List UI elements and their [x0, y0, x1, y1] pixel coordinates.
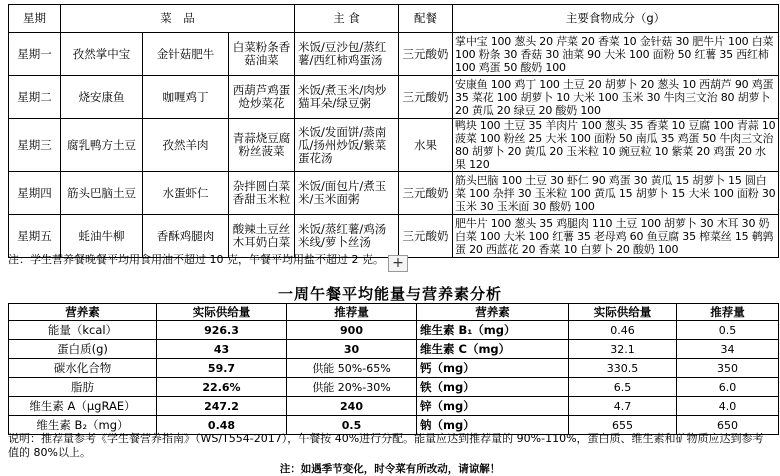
- nutrient-name: 碳水化合物: [9, 359, 157, 378]
- header-recommended: 推荐量: [677, 304, 779, 321]
- recommended-value: 供能 50%-65%: [287, 359, 417, 378]
- add-row-button[interactable]: +: [388, 255, 408, 272]
- actual-value: 330.5: [569, 359, 677, 378]
- header-staple: 主 食: [295, 5, 399, 33]
- nutrient-name: 维生素 B₁（mg）: [417, 321, 569, 340]
- actual-value: 0.48: [157, 416, 287, 435]
- dish-cell: 腐乳鸭方土豆: [61, 119, 143, 172]
- nutrient-name: 锌（mg）: [417, 397, 569, 416]
- dish-cell: 孜然羊肉: [143, 119, 229, 172]
- nutrition-row: [9, 397, 779, 416]
- menu-row-monday: [9, 33, 779, 76]
- nutrient-name: 维生素 B₂（mg）: [9, 416, 157, 435]
- nutrient-name: 蛋白质(g): [9, 340, 157, 359]
- menu-row-tuesday: [9, 76, 779, 119]
- nutrition-row: [9, 378, 779, 397]
- actual-value: 6.5: [569, 378, 677, 397]
- menu-header-row: [9, 5, 779, 33]
- footer-note: 注：如遇季节变化，时令菜有所改动，请谅解！: [279, 463, 501, 475]
- recommended-value: 6.0: [677, 378, 779, 397]
- staple-cell: 米饭/蒸红薯/鸡汤米线/萝卜丝汤: [295, 215, 399, 258]
- actual-value: 59.7: [157, 359, 287, 378]
- nutrition-row: [9, 340, 779, 359]
- header-nutrient: 营养素: [9, 304, 157, 321]
- recommended-value: 900: [287, 321, 417, 340]
- dish-cell: 烧安康鱼: [61, 76, 143, 119]
- nutrient-name: 钙（mg）: [417, 359, 569, 378]
- side-cell: 三元酸奶: [399, 172, 453, 215]
- dish-cell: 青蒜烧豆腐粉丝菠菜: [229, 119, 295, 172]
- nutrition-table: [8, 303, 779, 435]
- day-cell: 星期五: [9, 215, 61, 258]
- nutrient-name: 脂肪: [9, 378, 157, 397]
- dish-cell: 西葫芦鸡蛋炝炒菜花: [229, 76, 295, 119]
- day-cell: 星期四: [9, 172, 61, 215]
- nutrient-name: 钠（mg）: [417, 416, 569, 435]
- staple-cell: 米饭/发面饼/蒸南瓜/扬州炒饭/紫菜蛋花汤: [295, 119, 399, 172]
- header-actual: 实际供给量: [157, 304, 287, 321]
- nutrition-row: [9, 321, 779, 340]
- nutrient-name: 维生素 A（μgRAE）: [9, 397, 157, 416]
- header-actual: 实际供给量: [569, 304, 677, 321]
- dish-cell: 水蛋虾仁: [143, 172, 229, 215]
- ingredients-cell: 筋头巴脑 100 土豆 30 虾仁 90 鸡蛋 30 黄瓜 15 胡萝卜 15 圆白菜 100 杂拌 30 玉米粒 100 黄瓜 15 胡萝卜 15 大米 100 面粉 30 玉米 30 玉米面 30 酸奶 100: [453, 172, 779, 215]
- dish-cell: 香酥鸡腿肉: [143, 215, 229, 258]
- dish-cell: 蚝油牛柳: [61, 215, 143, 258]
- header-recommended: 推荐量: [287, 304, 417, 321]
- menu-row-thursday: [9, 172, 779, 215]
- actual-value: 43: [157, 340, 287, 359]
- recommended-value: 350: [677, 359, 779, 378]
- staple-cell: 米饭/煮玉米/肉炒猫耳朵/绿豆粥: [295, 76, 399, 119]
- side-cell: 三元酸奶: [399, 76, 453, 119]
- ingredients-cell: 掌中宝 100 葱头 20 芹菜 20 香菜 10 金针菇 30 肥牛片 100 白菜 100 粉条 30 香菇 30 油菜 90 大米 100 面粉 50 红薯 35 西红柿 100 鸡蛋 50 酸奶 100: [453, 33, 779, 76]
- actual-value: 655: [569, 416, 677, 435]
- menu-row-wednesday: [9, 119, 779, 172]
- weekly-menu-table: [8, 4, 779, 258]
- side-cell: 水果: [399, 119, 453, 172]
- dish-cell: 咖喱鸡丁: [143, 76, 229, 119]
- recommended-value: 0.5: [287, 416, 417, 435]
- dish-cell: 筋头巴脑土豆: [61, 172, 143, 215]
- side-cell: 三元酸奶: [399, 215, 453, 258]
- actual-value: 0.46: [569, 321, 677, 340]
- actual-value: 32.1: [569, 340, 677, 359]
- staple-cell: 米饭/面包片/煮玉米/玉米面粥: [295, 172, 399, 215]
- nutrient-name: 能量（kcal）: [9, 321, 157, 340]
- nutrition-title: 一周午餐平均能量与营养素分析: [277, 285, 502, 303]
- staple-cell: 米饭/豆沙包/蒸红薯/西红柿鸡蛋汤: [295, 33, 399, 76]
- day-cell: 星期二: [9, 76, 61, 119]
- explanation-note: 说明：推荐量参考《学生餐营养指南》（WS/T554-2017），午餐按 40%进行分配。能量应达到推荐量的 90%-110%，蛋白质、维生素和矿物质应达到参考值的 80%以上。: [8, 432, 764, 459]
- recommended-value: 34: [677, 340, 779, 359]
- recommended-value: 供能 20%-30%: [287, 378, 417, 397]
- menu-note: 注：学生营养餐晚餐平均用食用油不超过 10 克，午餐平均用盐不超过 2 克。: [8, 253, 384, 266]
- ingredients-cell: 肥牛片 100 葱头 35 鸡腿肉 110 土豆 100 胡萝卜 30 木耳 30 奶白菜 100 大米 100 红薯 35 老母鸡 60 鱼豆腐 35 榨菜丝 15 鹌鹑蛋 20 西蓝花 20 香菜 10 白萝卜 20 酸奶 100: [453, 215, 779, 258]
- recommended-value: 240: [287, 397, 417, 416]
- day-cell: 星期三: [9, 119, 61, 172]
- header-dishes: 菜 品: [61, 5, 295, 33]
- dish-cell: 酸辣土豆丝木耳奶白菜: [229, 215, 295, 258]
- dish-cell: 孜然掌中宝: [61, 33, 143, 76]
- actual-value: 4.7: [569, 397, 677, 416]
- recommended-value: 30: [287, 340, 417, 359]
- actual-value: 926.3: [157, 321, 287, 340]
- dish-cell: 杂拌圆白菜香甜玉米粒: [229, 172, 295, 215]
- actual-value: 22.6%: [157, 378, 287, 397]
- nutrition-header-row: [9, 304, 779, 321]
- recommended-value: 0.5: [677, 321, 779, 340]
- nutrient-name: 维生素 C（mg）: [417, 340, 569, 359]
- dish-cell: 金针菇肥牛: [143, 33, 229, 76]
- ingredients-cell: 鸭块 100 土豆 35 羊肉片 100 葱头 35 香菜 10 豆腐 100 青蒜 10 菠菜 100 粉丝 25 大米 100 面粉 50 南瓜 35 鸡蛋 50 牛肉三文治 80 胡萝卜 20 黄瓜 20 玉米粒 10 豌豆粒 10 紫菜 20 鸡蛋 20 水果 120: [453, 119, 779, 172]
- actual-value: 247.2: [157, 397, 287, 416]
- side-cell: 三元酸奶: [399, 33, 453, 76]
- recommended-value: 650: [677, 416, 779, 435]
- nutrition-row: [9, 359, 779, 378]
- header-ingredients: 主要食物成分（g）: [453, 5, 779, 33]
- recommended-value: 4.0: [677, 397, 779, 416]
- header-nutrient: 营养素: [417, 304, 569, 321]
- nutrient-name: 铁（mg）: [417, 378, 569, 397]
- header-day: 星期: [9, 5, 61, 33]
- ingredients-cell: 安康鱼 100 鸡丁 100 土豆 20 胡萝卜 20 葱头 10 西葫芦 90 鸡蛋 35 菜花 100 胡萝卜 10 大米 100 玉米 30 牛肉三文治 80 胡萝卜 20 黄瓜 20 绿豆 20 酸奶 100: [453, 76, 779, 119]
- day-cell: 星期一: [9, 33, 61, 76]
- dish-cell: 白菜粉条香菇油菜: [229, 33, 295, 76]
- header-side: 配餐: [399, 5, 453, 33]
